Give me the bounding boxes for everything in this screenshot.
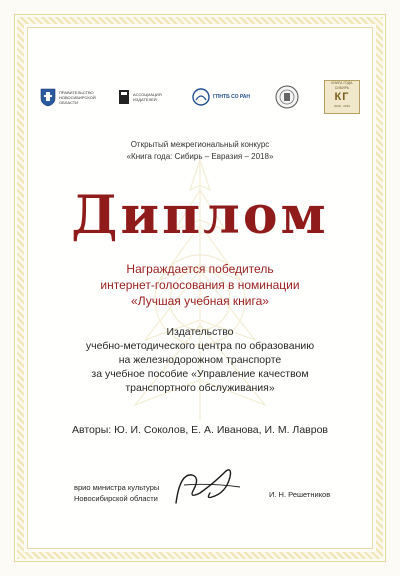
coat-of-arms-icon [40,87,56,107]
gpntb-emblem-icon [192,88,210,106]
recipient-line-4: за учебное пособие «Управление качеством [91,368,309,380]
partner-logos-row [40,80,360,114]
kgf-years-text: 2018 · 2019 [333,104,350,108]
award-line-3: «Лучшая учебная книга» [131,294,269,308]
logo-gpntb-text: ГПНТБ СО РАН [213,94,250,100]
signatory-position [74,482,159,504]
library-seal-icon [275,85,299,109]
diploma-title: Диплом [71,185,329,246]
logo-publishers-text: АССОЦИАЦИЯ ИЗДАТЕЛЕЙ [133,92,162,102]
recipient-line-5: транспортного обслуживания» [125,382,275,394]
signatory-position-line-1: врио министра культуры [74,483,160,492]
recipient-line-2: учебно-методического центра по образованию [85,340,315,352]
contest-line-1: Открытый межрегиональный конкурс [130,140,270,149]
handwritten-signature-icon [170,463,250,509]
logo-nso-government [40,87,96,107]
logo-library-seal [275,85,299,109]
signatory-position-line-2: Новосибирской области [74,494,158,503]
contest-line-2: «Книга года: Сибирь – Евразия – 2018» [126,152,274,161]
authors-line: Авторы: Ю. И. Соколов, Е. А. Иванова, И. М. Лавров [72,424,328,436]
book-mark-icon [118,89,130,105]
logo-nso-text: ПРАВИТЕЛЬСТВО НОВОСИБИРСКОЙ ОБЛАСТИ [59,89,96,105]
kgf-mark-text: КГ [334,91,350,103]
recipient-line-3: на железнодорожном транспорте [118,354,282,366]
award-line-2: интернет-голосования в номинации [100,278,300,292]
logo-gpntb [192,88,250,106]
recipient-line-1: Издательство [166,326,234,338]
kgf-top-text: КНИГА ГОДА СИБИРЬ [331,81,353,90]
signatory-name: И. Н. Решетников [269,490,331,499]
logo-book-of-year [324,80,360,114]
award-line-1: Награждается победитель [126,262,274,276]
logo-publishers [118,89,167,105]
